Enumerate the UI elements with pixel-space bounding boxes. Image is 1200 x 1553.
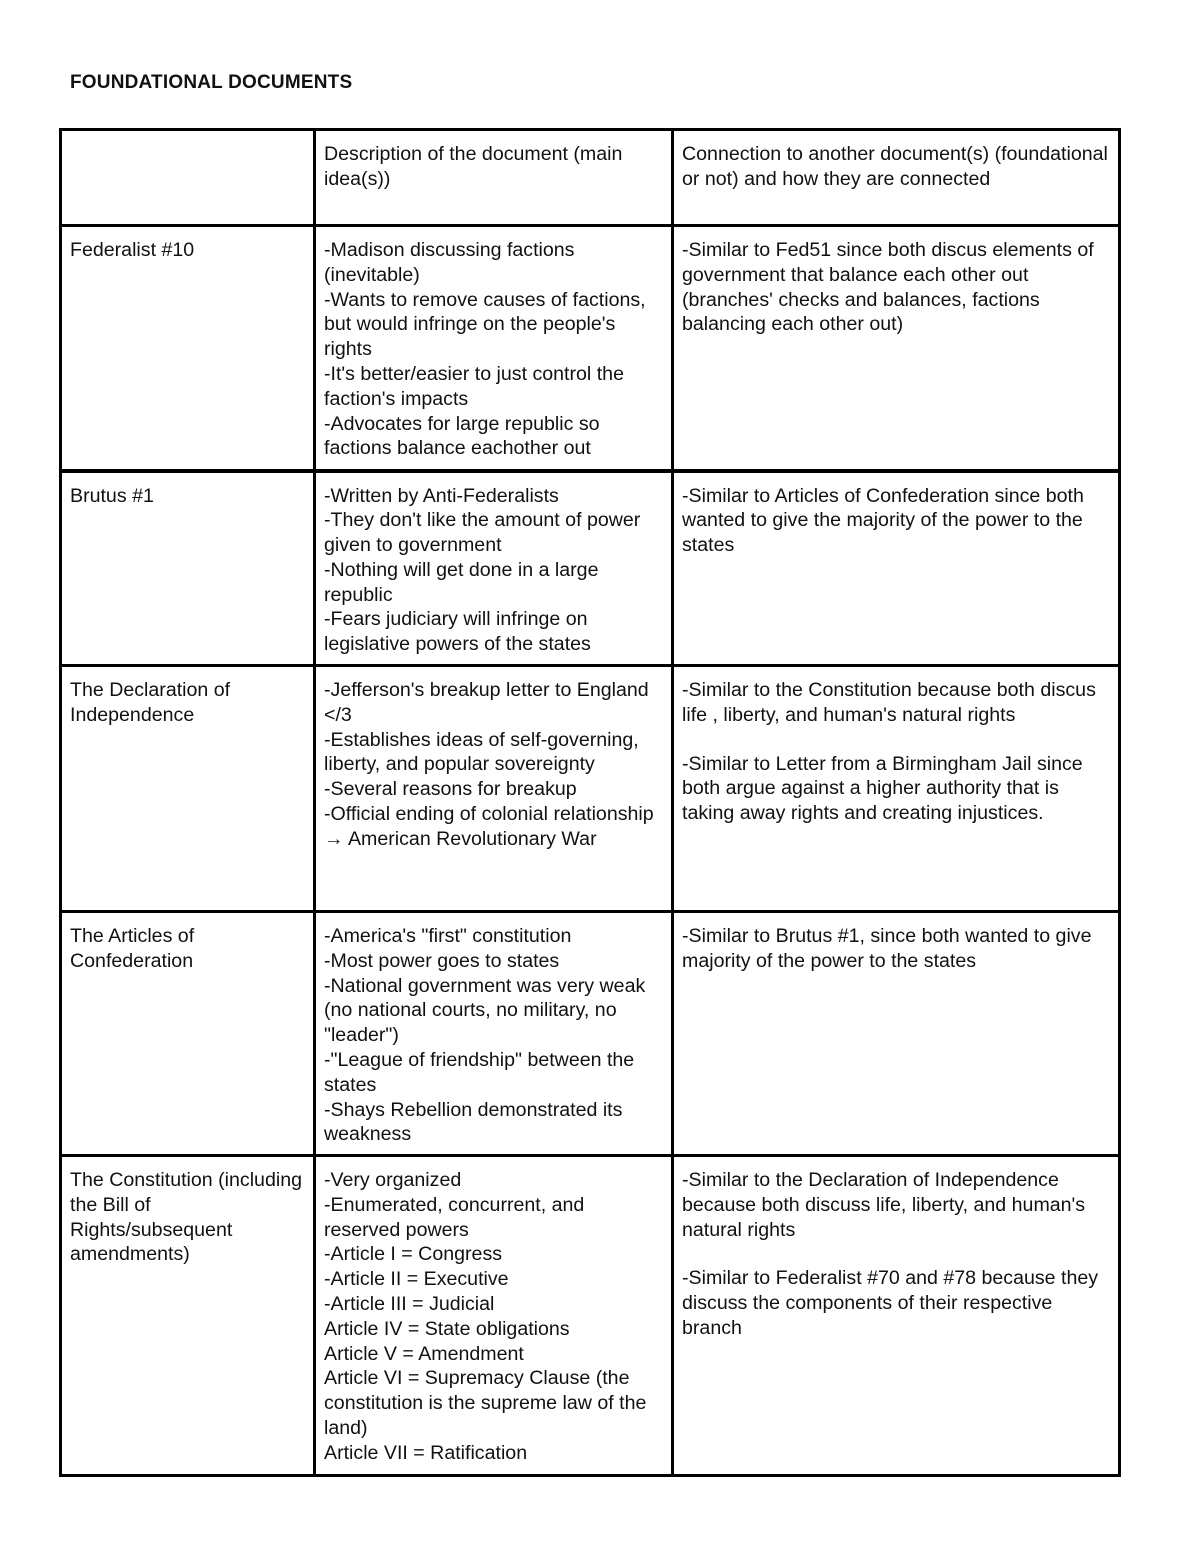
description-line: -Advocates for large republic so factions balance eachother out bbox=[324, 412, 600, 460]
description-line: -It's better/easier to just control the faction's impacts bbox=[324, 362, 624, 410]
description-cell bbox=[315, 226, 673, 471]
connection-line: -Similar to Articles of Confederation since both wanted to give the majority of the power to the states bbox=[682, 484, 1084, 557]
description-line: -They don't like the amount of power given to government bbox=[324, 509, 641, 557]
table-row bbox=[61, 666, 1120, 912]
description-line: -Article I = Congress bbox=[324, 1243, 503, 1266]
document-name-cell: The Constitution (including the Bill of Rights/subsequent amendments) bbox=[61, 1156, 315, 1476]
description-line: -Very organized bbox=[324, 1169, 462, 1191]
description-line: -Article III = Judicial bbox=[324, 1292, 495, 1315]
description-line: -Article II = Executive bbox=[324, 1268, 509, 1291]
description-line: -Wants to remove causes of factions, but would infringe on the people's rights bbox=[324, 288, 646, 361]
description-cell bbox=[315, 912, 673, 1156]
header-cell-connection: Connection to another document(s) (foundational or not) and how they are connected bbox=[673, 130, 1120, 226]
connection-cell bbox=[673, 1156, 1120, 1476]
document-name-cell: The Declaration of Independence bbox=[61, 666, 315, 912]
description-line: -"League of friendship" between the states bbox=[324, 1048, 635, 1096]
table-header-row bbox=[61, 130, 1120, 226]
description-line: -Most power goes to states bbox=[324, 949, 560, 972]
description-line: -Madison discussing factions (inevitable) bbox=[324, 239, 575, 286]
description-line: -Several reasons for breakup bbox=[324, 778, 577, 801]
table-row bbox=[61, 226, 1120, 471]
document-name-cell: Federalist #10 bbox=[61, 226, 315, 471]
description-cell bbox=[315, 666, 673, 912]
page-title: FOUNDATIONAL DOCUMENTS bbox=[70, 72, 353, 93]
table-row bbox=[61, 912, 1120, 1156]
description-line: -Nothing will get done in a large republic bbox=[324, 558, 599, 606]
connection-cell bbox=[673, 666, 1120, 912]
table-row bbox=[61, 1156, 1120, 1476]
connection-cell bbox=[673, 912, 1120, 1156]
description-line: -Fears judiciary will infringe on legislative powers of the states bbox=[324, 608, 591, 656]
description-line: -National government was very weak (no national courts, no military, no "leader") bbox=[324, 974, 646, 1047]
connection-line: -Similar to Federalist #70 and #78 because they discuss the components of their respective branch bbox=[682, 1267, 1099, 1339]
description-line: -America's "first" constitution bbox=[324, 925, 572, 947]
table-row bbox=[61, 471, 1120, 666]
description-line: Article VI = Supremacy Clause (the constitution is the supreme law of the land) bbox=[324, 1367, 647, 1439]
description-line: -Jefferson's breakup letter to England </3 bbox=[324, 679, 649, 726]
connection-line: -Similar to Fed51 since both discus elements of government that balance each other out (branches' checks and balances, factions balancing each other out) bbox=[682, 239, 1094, 336]
description-line: -Enumerated, concurrent, and reserved powers bbox=[324, 1193, 585, 1241]
description-line: -Official ending of colonial relationship → American Revolutionary War bbox=[324, 802, 654, 850]
document-name-cell: The Articles of Confederation bbox=[61, 912, 315, 1156]
connection-line: -Similar to Brutus #1, since both wanted to give majority of the power to the states bbox=[682, 925, 1092, 972]
connection-cell bbox=[673, 471, 1120, 666]
connection-line: -Similar to the Declaration of Independence because both discuss life, liberty, and human's natural rights bbox=[682, 1169, 1086, 1241]
connection-cell bbox=[673, 226, 1120, 471]
header-cell-description: Description of the document (main idea(s)) bbox=[315, 130, 673, 226]
description-line: Article VII = Ratification bbox=[324, 1441, 528, 1464]
description-cell bbox=[315, 1156, 673, 1476]
connection-line: -Similar to Letter from a Birmingham Jail since both argue against a higher authority that is taking away rights and creating injustices. bbox=[682, 752, 1083, 825]
description-line: Article V = Amendment bbox=[324, 1342, 524, 1365]
description-cell bbox=[315, 471, 673, 666]
connection-line: -Similar to the Constitution because both discus life , liberty, and human's natural rights bbox=[682, 679, 1096, 726]
description-line: Article IV = State obligations bbox=[324, 1317, 570, 1340]
foundational-documents-table bbox=[59, 128, 1121, 1477]
description-line: -Shays Rebellion demonstrated its weakness bbox=[324, 1098, 623, 1146]
header-cell-document bbox=[61, 130, 315, 226]
description-line: -Written by Anti-Federalists bbox=[324, 484, 559, 507]
document-name-cell: Brutus #1 bbox=[61, 471, 315, 666]
description-line: -Establishes ideas of self-governing, liberty, and popular sovereignty bbox=[324, 728, 639, 776]
